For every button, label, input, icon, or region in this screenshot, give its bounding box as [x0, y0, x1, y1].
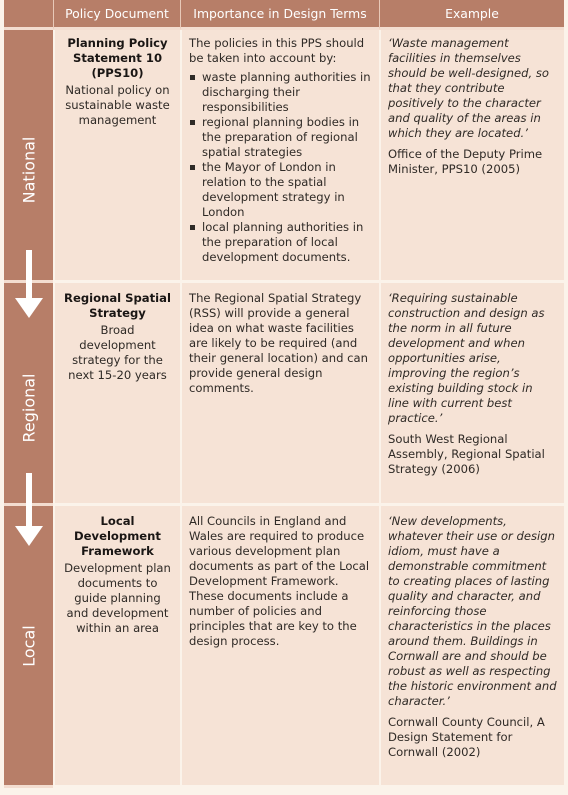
example-cell [379, 506, 564, 788]
importance-cell [180, 283, 379, 506]
importance-text: All Councils in England and Wales are required to produce various development plan documents as part of the Local Development Framework. These documents include a number of policies and principles that are key to the design process. [189, 514, 370, 648]
list-item: the Mayor of London in relation to the spatial development strategy in London [189, 160, 372, 220]
level-cell [4, 30, 53, 283]
importance-intro: The policies in this PPS should be taken into account by: [189, 36, 365, 65]
level-label: Local [19, 625, 38, 667]
policy-table [4, 0, 564, 788]
doc-description: Development plan documents to guide planning and development within an area [64, 561, 171, 635]
table-row [4, 283, 564, 506]
doc-description: National policy on sustainable waste management [65, 83, 170, 127]
doc-cell [53, 506, 180, 788]
level-cell [4, 506, 53, 788]
importance-text: The Regional Spatial Strategy (RSS) will provide a general idea on what waste facilities are likely to be required (and their general location) and can provide general design comments. [189, 291, 368, 395]
list-item: local planning authorities in the preparation of local development documents. [189, 220, 372, 265]
header-importance: Importance in Design Terms [180, 0, 379, 30]
header-policy-document: Policy Document [53, 0, 180, 30]
importance-cell [180, 506, 379, 788]
arrow-down-icon [15, 298, 43, 318]
level-label: Regional [19, 373, 38, 443]
importance-cell [180, 30, 379, 283]
example-cell [379, 283, 564, 506]
doc-cell [53, 30, 180, 283]
doc-description: Broad development strategy for the next 15-20 years [68, 323, 167, 382]
level-label: National [19, 136, 38, 204]
example-quote: ‘Waste management facilities in themselves should be well-designed, so that they contribute positively to the character and quality of the areas in which they are located.’ [388, 36, 549, 140]
example-quote: ‘New developments, whatever their use or design idiom, must have a demonstrable commitment to creating places of lasting quality and character, and reinforcing those characteristics in the places around them. Buildings in Cornwall are and should be robust as well as respecting the historic environment and character.’ [388, 514, 557, 708]
example-source: South West Regional Assembly, Regional Spatial Strategy (2006) [388, 432, 545, 476]
example-quote: ‘Requiring sustainable construction and design as the norm in all future development and when opportunities arise, improving the region’s existing building stock in line with current best practice.’ [388, 291, 545, 425]
doc-title: Regional Spatial Strategy [64, 291, 171, 320]
arrow-down-shaft [26, 473, 32, 528]
arrow-down-shaft [26, 250, 32, 300]
importance-list [189, 70, 372, 265]
doc-title: Local Development Framework [74, 514, 161, 558]
doc-title: Planning Policy Statement 10 (PPS10) [67, 36, 168, 80]
list-item: waste planning authorities in discharging their responsibilities [189, 70, 372, 115]
list-item: regional planning bodies in the preparation of regional spatial strategies [189, 115, 372, 160]
doc-cell [53, 283, 180, 506]
table-row [4, 506, 564, 788]
example-source: Office of the Deputy Prime Minister, PPS10 (2005) [388, 147, 543, 176]
table-row [4, 30, 564, 283]
header-blank-cell [4, 0, 53, 30]
header-row [4, 0, 564, 30]
example-source: Cornwall County Council, A Design Statement for Cornwall (2002) [388, 715, 545, 759]
example-cell [379, 30, 564, 283]
arrow-down-icon [15, 526, 43, 546]
header-example: Example [379, 0, 564, 30]
